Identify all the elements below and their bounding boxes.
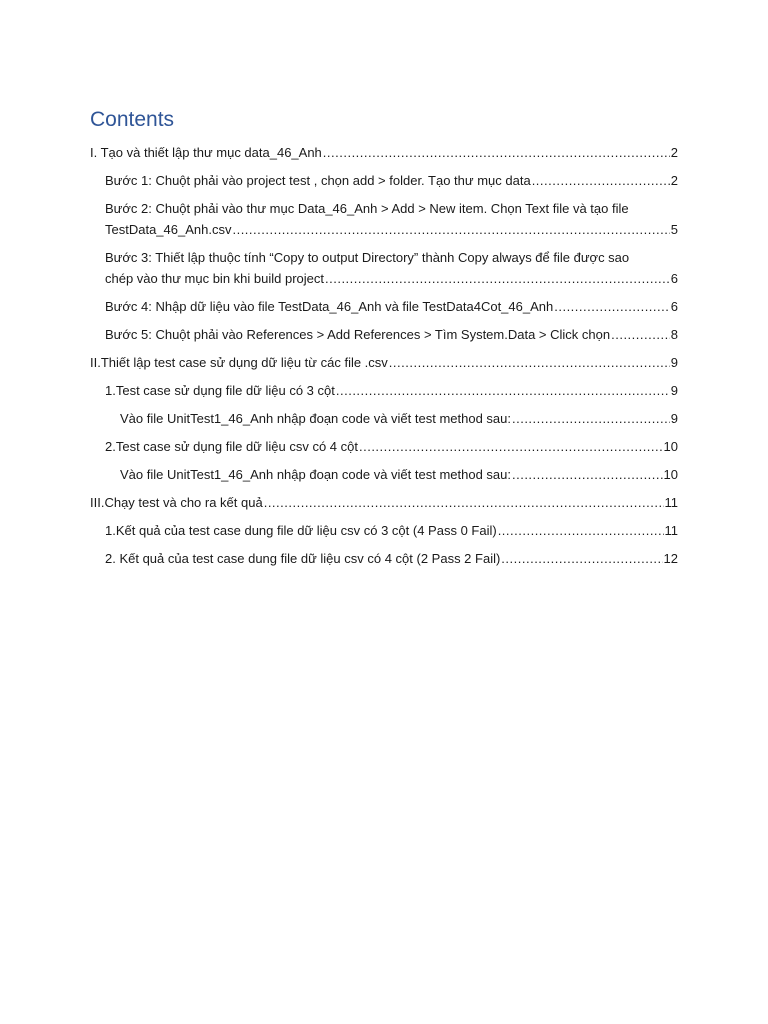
toc-entry-step-4[interactable]	[90, 296, 678, 317]
toc-dot-leader	[389, 352, 670, 373]
toc-entry-step-2[interactable]	[90, 198, 678, 240]
toc-entry-text: I. Tạo và thiết lập thư mục data_46_Anh	[90, 145, 322, 160]
toc-dot-leader	[611, 324, 670, 345]
toc-entry-text: TestData_46_Anh.csv	[105, 222, 232, 237]
toc-entry-text-line-1: Bước 3: Thiết lập thuộc tính “Copy to output Directory” thành Copy always để file được sao	[105, 250, 630, 265]
toc-entry-step-1[interactable]	[90, 170, 678, 191]
toc-entry-text: Bước 4: Nhập dữ liệu vào file TestData_46_Anh và file TestData4Cot_46_Anh	[105, 299, 554, 314]
toc-dot-leader	[498, 520, 664, 541]
toc-entry-text: II.Thiết lập test case sử dụng dữ liệu từ các file .csv	[90, 355, 388, 370]
toc-dot-leader	[501, 548, 662, 569]
toc-dot-leader	[512, 464, 663, 485]
toc-page-number: 10	[663, 439, 678, 454]
toc-entry-text: 1.Test case sử dụng file dữ liệu có 3 cột	[105, 383, 335, 398]
toc-page-number: 2	[670, 173, 678, 188]
toc-dot-leader	[323, 142, 670, 163]
toc-entry-text-line-1: Bước 2: Chuột phải vào thư mục Data_46_Anh > Add > New item. Chọn Text file và tạo file	[105, 201, 629, 216]
toc-heading: Contents	[90, 108, 175, 131]
toc-entry-text: Vào file UnitTest1_46_Anh nhập đoạn code và viết test method sau:	[120, 411, 511, 426]
toc-entry-section-2[interactable]	[90, 352, 678, 373]
toc-page-number: 11	[664, 495, 678, 510]
toc-page-number: 10	[663, 467, 678, 482]
toc-entry-unittest-3-cols[interactable]	[90, 408, 678, 429]
toc-entry-text: chép vào thư mục bin khi build project	[105, 271, 324, 286]
toc-page-number: 9	[670, 411, 678, 426]
toc-dot-leader	[232, 219, 669, 240]
toc-dot-leader	[359, 436, 663, 457]
toc-entry-step-3[interactable]	[90, 247, 678, 289]
toc-entry-result-4-cols[interactable]	[90, 548, 678, 569]
toc-page-number: 11	[664, 523, 678, 538]
toc-entry-text: 2. Kết quả của test case dung file dữ liệu csv có 4 cột (2 Pass 2 Fail)	[105, 551, 501, 566]
toc-dot-leader	[336, 380, 670, 401]
toc-entry-testcase-3-cols[interactable]	[90, 380, 678, 401]
toc-page-number: 8	[670, 327, 678, 342]
toc-entry-section-1[interactable]	[90, 142, 678, 163]
toc-page-number: 6	[670, 271, 678, 286]
toc-entry-section-3[interactable]	[90, 492, 678, 513]
toc-page-number: 9	[670, 355, 678, 370]
toc-entry-text: 2.Test case sử dụng file dữ liệu csv có 4 cột	[105, 439, 358, 454]
toc-page-number: 6	[670, 299, 678, 314]
toc-entry-step-5[interactable]	[90, 324, 678, 345]
toc-entry-text: Vào file UnitTest1_46_Anh nhập đoạn code và viết test method sau:	[120, 467, 511, 482]
toc-entry-text: Bước 1: Chuột phải vào project test , chọn add > folder. Tạo thư mục data	[105, 173, 531, 188]
toc-page-number: 5	[670, 222, 678, 237]
toc-dot-leader	[554, 296, 670, 317]
table-of-contents	[90, 106, 678, 576]
toc-dot-leader	[532, 170, 670, 191]
toc-entry-unittest-4-cols[interactable]	[90, 464, 678, 485]
toc-page-number: 2	[670, 145, 678, 160]
toc-dot-leader	[512, 408, 670, 429]
toc-entry-result-3-cols[interactable]	[90, 520, 678, 541]
toc-entry-text: Bước 5: Chuột phải vào References > Add References > Tìm System.Data > Click chọn	[105, 327, 611, 342]
toc-page-number: 12	[663, 551, 678, 566]
toc-page-number: 9	[670, 383, 678, 398]
toc-entry-text: III.Chạy test và cho ra kết quả	[90, 495, 263, 510]
toc-dot-leader	[325, 268, 670, 289]
toc-entry-testcase-4-cols[interactable]	[90, 436, 678, 457]
toc-entry-text: 1.Kết quả của test case dung file dữ liệu csv có 3 cột (4 Pass 0 Fail)	[105, 523, 497, 538]
toc-dot-leader	[264, 492, 664, 513]
